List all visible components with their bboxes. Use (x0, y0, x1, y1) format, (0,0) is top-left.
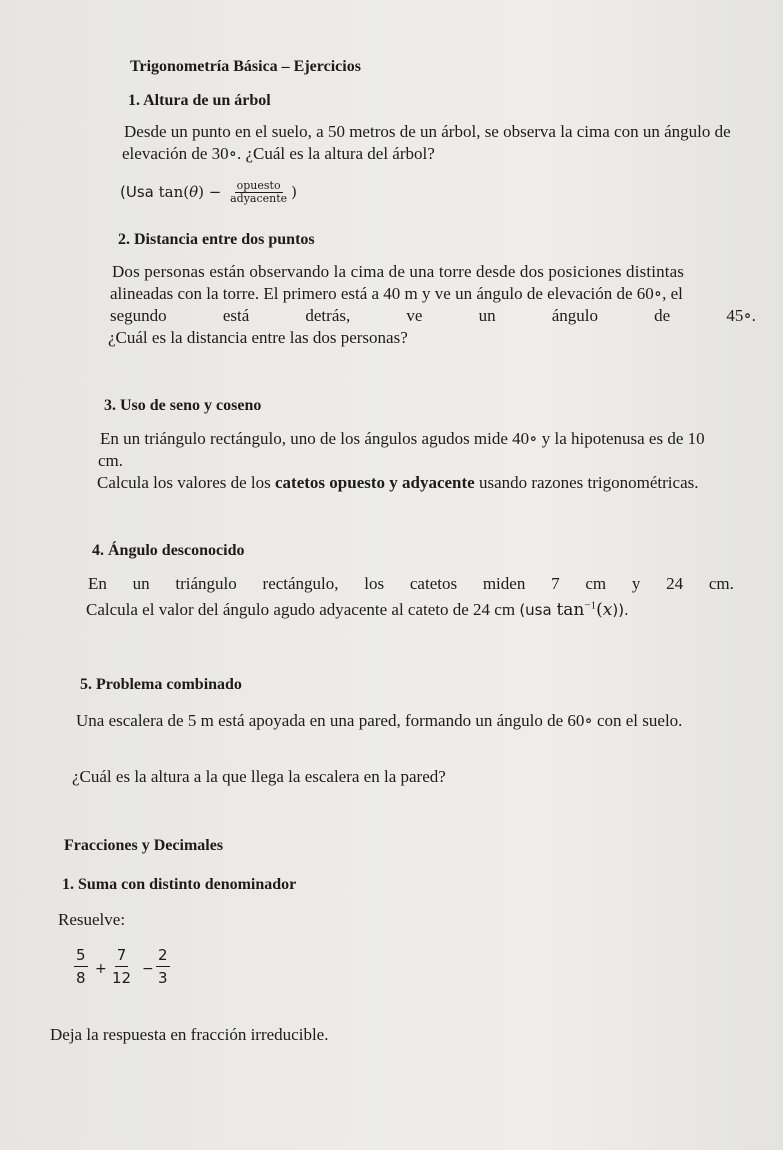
page-title: Trigonometría Básica – Ejercicios (130, 58, 361, 75)
ex5-heading: 5. Problema combinado (80, 676, 242, 693)
ex4-line1-word: En (88, 574, 107, 593)
ex1-hint-end: ) (291, 183, 298, 201)
ex4-line1-word: y (631, 574, 641, 593)
ex2-line3-word: de (654, 306, 671, 325)
ex4-line1 (88, 573, 734, 595)
fraction-2-numerator: 7 (115, 946, 129, 967)
ex3-heading: 3. Uso de seno y coseno (104, 397, 262, 414)
ex4-line2-end: )). (612, 601, 629, 619)
ex1-hint-prefix: (Usa (120, 183, 159, 201)
fraction-five-eighths (74, 946, 88, 987)
ex1-hint-var: θ (189, 183, 199, 201)
ex1-hint-fn: tan( (158, 183, 190, 201)
fraction-1-denominator: 8 (76, 969, 86, 987)
ex4-line1-word: catetos (409, 574, 458, 593)
ex4-line1-word: miden (482, 574, 526, 593)
fraction-3-denominator: 3 (158, 969, 168, 987)
ex2-line2: alineadas con la torre. El primero está a 40 m y ve un ángulo de elevación de 60∘, el (110, 284, 683, 303)
ex4-line2 (86, 599, 629, 621)
ex3-line1: En un triángulo rectángulo, uno de los ángulos agudos mide 40∘ y la hipotenusa es de 10 (100, 429, 705, 448)
ex2-line3 (110, 305, 756, 327)
ex4-line1-word: 24 (666, 574, 684, 593)
ex4-line1-word: triángulo (175, 574, 237, 593)
ex2-line3-word: ángulo (551, 306, 598, 325)
ex3-line3 (97, 472, 698, 494)
ex4-line1-word: rectángulo, (262, 574, 339, 593)
ex5-line1: Una escalera de 5 m está apoyada en una pared, formando un ángulo de 60∘ con el suelo. (76, 711, 683, 730)
ex1-hint-fraction (228, 180, 289, 205)
fraction-1-numerator: 5 (74, 946, 88, 967)
fracciones-heading: 1. Suma con distinto denominador (62, 876, 297, 893)
ex2-line3-word: 45∘. (726, 306, 756, 325)
ex1-hint-denominator: adyacente (230, 192, 288, 205)
ex2-line3-word: segundo (110, 306, 167, 325)
ex4-line1-word: los (364, 574, 385, 593)
plus-operator: + (95, 961, 107, 977)
ex2-line3-word: detrás, (305, 306, 351, 325)
fraction-3-numerator: 2 (156, 946, 170, 967)
ex2-line3-word: está (222, 306, 250, 325)
ex5-line2: ¿Cuál es la altura a la que llega la escalera en la pared? (72, 767, 446, 786)
fracciones-footer: Deja la respuesta en fracción irreducible. (50, 1025, 329, 1044)
ex4-line2-var: x (602, 600, 613, 620)
ex1-line1: Desde un punto en el suelo, a 50 metros de un árbol, se observa la cima con un ángulo de (124, 122, 731, 141)
ex4-line2-open: ( (596, 600, 603, 620)
ex3-line3-post: usando razones trigonométricas. (474, 473, 699, 492)
ex4-line1-word: cm. (708, 574, 734, 593)
fraction-2-denominator: 12 (112, 969, 132, 987)
ex1-hint (120, 180, 297, 205)
fraction-seven-twelfths (110, 946, 133, 987)
ex3-line3-bold: catetos opuesto y adyacente (275, 473, 475, 492)
fraction-two-thirds (156, 946, 170, 987)
ex4-line2-sup: −1 (584, 599, 597, 612)
ex4-line2-fn: tan (556, 600, 585, 620)
ex4-heading: 4. Ángulo desconocido (92, 542, 245, 559)
ex2-line3-word: ve (406, 306, 423, 325)
ex1-line2: elevación de 30∘. ¿Cuál es la altura del árbol? (122, 144, 435, 163)
fracciones-title: Fracciones y Decimales (64, 837, 224, 854)
ex3-line2: cm. (98, 451, 124, 470)
ex1-hint-numerator: opuesto (236, 179, 281, 192)
ex4-line2-pre: Calcula el valor del ángulo agudo adyacente al cateto de 24 cm (86, 600, 520, 619)
ex1-heading: 1. Altura de un árbol (128, 92, 271, 109)
ex2-line4: ¿Cuál es la distancia entre las dos personas? (108, 328, 408, 347)
ex4-line2-usa: (usa (519, 601, 557, 619)
ex4-line1-word: 7 (551, 574, 560, 593)
ex4-line1-word: cm (585, 574, 607, 593)
ex3-line3-pre: Calcula los valores de los (97, 473, 275, 492)
fracciones-instruction: Resuelve: (58, 910, 126, 929)
ex2-line3-word: un (478, 306, 496, 325)
ex4-line1-word: un (132, 574, 150, 593)
ex2-heading: 2. Distancia entre dos puntos (118, 231, 315, 248)
ex1-hint-close: ) − (198, 183, 227, 201)
minus-operator: − (142, 961, 154, 977)
ex2-line1: Dos personas están observando la cima de una torre desde dos posiciones distintas (112, 262, 685, 281)
